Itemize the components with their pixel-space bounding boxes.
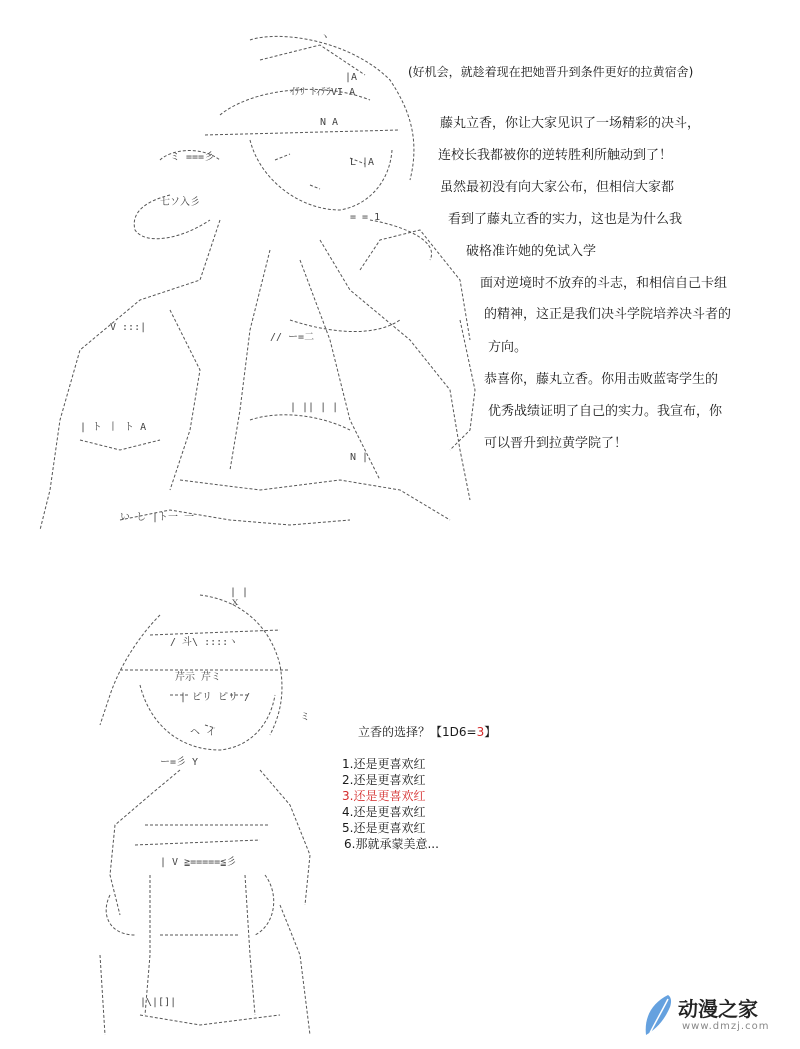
- dialogue-line: 看到了藤丸立香的实力，这也是为什么我: [448, 212, 683, 227]
- feather-logo-icon: [638, 991, 678, 1041]
- dialogue-line: 连校长我都被你的逆转胜利所触动到了！: [438, 148, 673, 163]
- svg-text:N |: N |: [350, 452, 369, 463]
- svg-text:ｘ: ｘ: [230, 597, 240, 608]
- svg-text:ヘ イ: ヘ イ: [190, 727, 217, 738]
- svg-text:|A: |A: [345, 72, 358, 83]
- svg-text:// ー=二: // ー=二: [270, 332, 315, 343]
- choice-title: [358, 722, 496, 742]
- svg-text:| V ≧=====≦彡: | V ≧=====≦彡: [160, 857, 237, 868]
- choice-option-6: 6.那就承蒙美意...: [344, 837, 439, 851]
- top-ascii-art-figure: [20, 20, 490, 540]
- choice-option-3-selected: 3.还是更喜欢红: [342, 789, 426, 803]
- svg-text:ー=彡 Y: ー=彡 Y: [160, 757, 199, 768]
- choice-title-text: 立香的选择？【1D6=: [358, 725, 477, 739]
- bottom-ascii-art-figure: [80, 575, 340, 1045]
- dialogue-line: 虽然最初没有向大家公布，但相信大家都: [440, 180, 675, 195]
- svg-text:/ 斗\ ::::ヽ: / 斗\ ::::ヽ: [170, 637, 239, 648]
- svg-text:N A: N A: [320, 117, 339, 128]
- svg-text:| ピリ ピリ /: | ピリ ピリ /: [180, 692, 251, 703]
- svg-text:七ソ入彡: 七ソ入彡: [160, 197, 200, 208]
- svg-text:L |A: L |A: [350, 157, 375, 168]
- dialogue-line: 可以晋升到拉黄学院了！: [484, 436, 628, 451]
- svg-text:い し |ト一 一: い し |ト一 一: [120, 512, 195, 523]
- svg-text:ミ: ミ: [300, 712, 310, 723]
- svg-text:|\|[]|: |\|[]|: [140, 997, 177, 1008]
- svg-text:= = 1: = = 1: [350, 212, 381, 223]
- dialogue-line: 方向。: [488, 340, 528, 355]
- svg-text:芹示 芹ミ: 芹示 芹ミ: [175, 672, 222, 683]
- watermark-name: 动漫之家: [678, 997, 758, 1021]
- svg-text:| || | |: | || | |: [290, 402, 339, 413]
- svg-text:| ト 丨 ト A: | ト 丨 ト A: [80, 422, 147, 433]
- watermark-url: www.dmzj.com: [682, 1021, 770, 1032]
- site-watermark: [638, 991, 788, 1041]
- svg-text:ヽ: ヽ: [320, 32, 330, 43]
- dice-roll-result: 3: [476, 725, 485, 739]
- dialogue-line: 藤丸立香，你让大家见识了一场精彩的决斗，: [440, 116, 701, 131]
- svg-text:| |: | |: [230, 587, 249, 598]
- dialogue-line: 优秀战绩证明了自己的实力。我宣布，你: [488, 404, 723, 419]
- dialogue-line: 恭喜你，藤丸立香。你用击败蓝寄学生的: [484, 372, 719, 387]
- svg-text:V :::|: V :::|: [110, 322, 147, 333]
- dialogue-line: 破格准许她的免试入学: [466, 244, 597, 259]
- narration-line: (好机会，就趁着现在把她晋升到条件更好的拉黄宿舍): [408, 65, 694, 79]
- choice-option-2: 2.还是更喜欢红: [342, 773, 426, 787]
- choice-option-1: 1.还是更喜欢红: [342, 757, 426, 771]
- dialogue-line: 面对逆境时不放弃的斗志，和相信自己卡组: [480, 276, 728, 291]
- svg-text:ｲﾃﾘ ﾄｨﾃﾗVI A: ｲﾃﾘ ﾄｨﾃﾗVI A: [290, 87, 356, 98]
- choice-option-5: 5.还是更喜欢红: [342, 821, 426, 835]
- svg-text:ミ ===彡: ミ ===彡: [170, 152, 215, 163]
- choice-title-close: 】: [484, 725, 497, 739]
- choice-option-4: 4.还是更喜欢红: [342, 805, 426, 819]
- dialogue-line: 的精神，这正是我们决斗学院培养决斗者的: [484, 307, 732, 322]
